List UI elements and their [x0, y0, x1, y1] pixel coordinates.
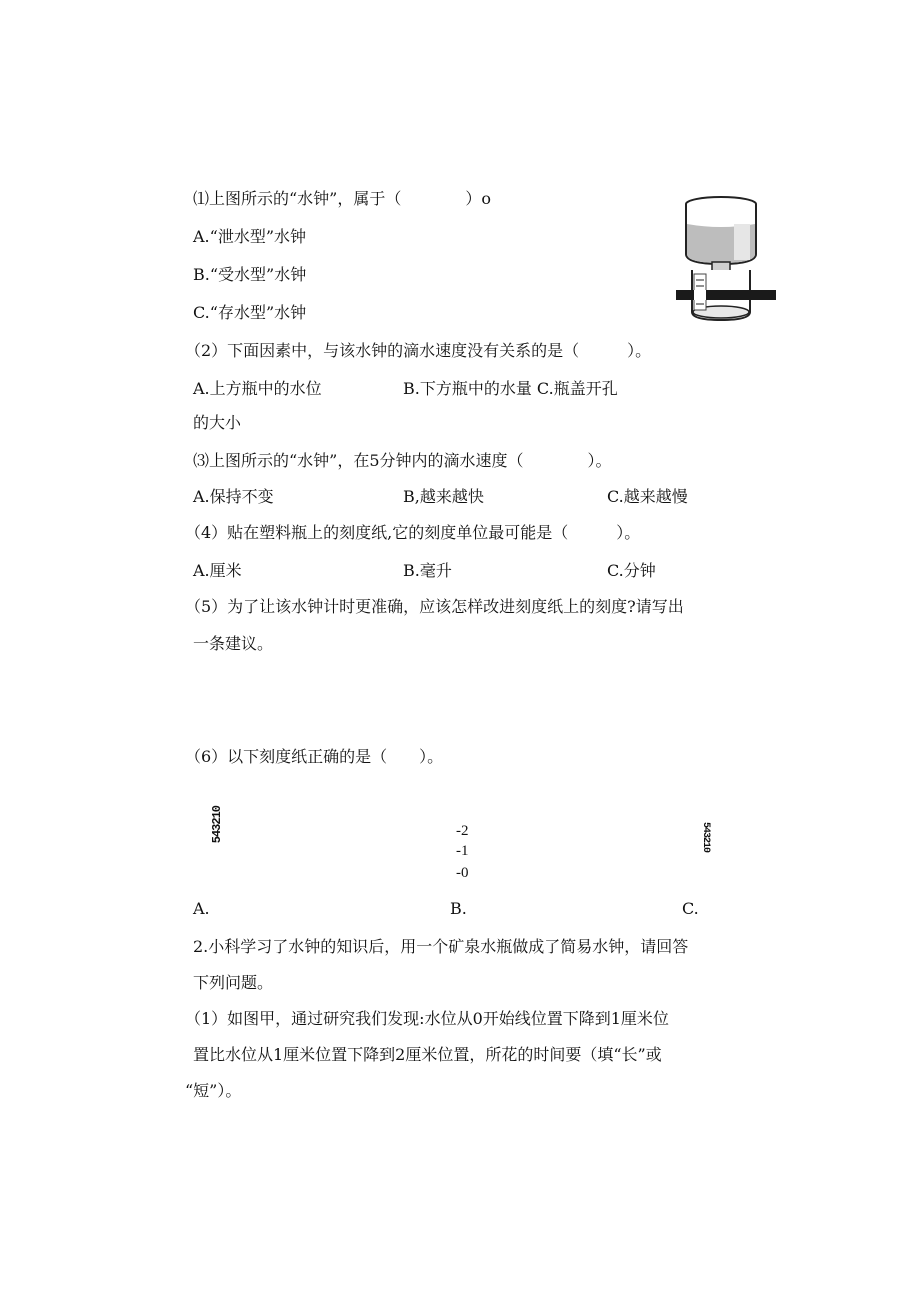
q1-option-a[interactable]: A.“泄水型”水钟: [193, 227, 307, 246]
problem2-title-line1: 2.小科学习了水钟的知识后，用一个矿泉水瓶做成了简易水钟，请回答: [193, 937, 689, 956]
q2-stem: （2）下面因素中，与该水钟的滴水速度没有关系的是（ ）。: [185, 341, 652, 360]
q3-stem: ⑶上图所示的“水钟”，在5分钟内的滴水速度（ ）。: [193, 451, 612, 470]
q6-scale-b-2: -2: [456, 823, 469, 839]
problem2-title-line2: 下列问题。: [193, 973, 274, 992]
q4-option-b[interactable]: B.毫升: [403, 561, 452, 580]
q1-option-b[interactable]: B.“受水型”水钟: [193, 265, 307, 284]
q6-option-c[interactable]: C.: [682, 899, 699, 918]
q6-scale-a: 543210: [210, 806, 224, 844]
q2-option-c-cont: 的大小: [193, 413, 242, 432]
q6-stem: （6）以下刻度纸正确的是（ ）。: [185, 747, 444, 766]
q2-option-a[interactable]: A.上方瓶中的水位: [193, 379, 322, 398]
water-clock-figure: [674, 192, 780, 324]
problem2-sub1-line2: 置比水位从1厘米位置下降到2厘米位置，所花的时间要（填“长”或: [193, 1045, 662, 1064]
q3-option-c[interactable]: C.越来越慢: [607, 487, 688, 506]
q1-option-c[interactable]: C.“存水型”水钟: [193, 303, 307, 322]
q6-option-a[interactable]: A.: [193, 899, 210, 918]
q1-stem: ⑴上图所示的“水钟”，属于（ ）o: [193, 189, 491, 208]
q6-scale-b-1: -1: [456, 843, 469, 859]
q3-option-b[interactable]: B,越来越快: [403, 487, 484, 506]
q6-scale-c: 543210: [700, 822, 711, 853]
problem2-sub1-line3: “短”）。: [185, 1081, 242, 1100]
q4-option-c[interactable]: C.分钟: [607, 561, 656, 580]
q4-stem: （4）贴在塑料瓶上的刻度纸,它的刻度单位最可能是（ ）。: [185, 523, 641, 542]
problem2-sub1-line1: （1）如图甲，通过研究我们发现:水位从0开始线位置下降到1厘米位: [185, 1009, 669, 1028]
q5-stem-line2: 一条建议。: [193, 634, 274, 653]
q3-option-a[interactable]: A.保持不变: [193, 487, 274, 506]
q6-scale-b-0: -0: [456, 865, 469, 881]
q6-option-b[interactable]: B.: [450, 899, 467, 918]
q5-stem-line1: （5）为了让该水钟计时更准确，应该怎样改进刻度纸上的刻度?请写出: [185, 597, 684, 616]
q2-option-bc[interactable]: B.下方瓶中的水量 C.瓶盖开孔: [403, 379, 618, 398]
q4-option-a[interactable]: A.厘米: [193, 561, 242, 580]
